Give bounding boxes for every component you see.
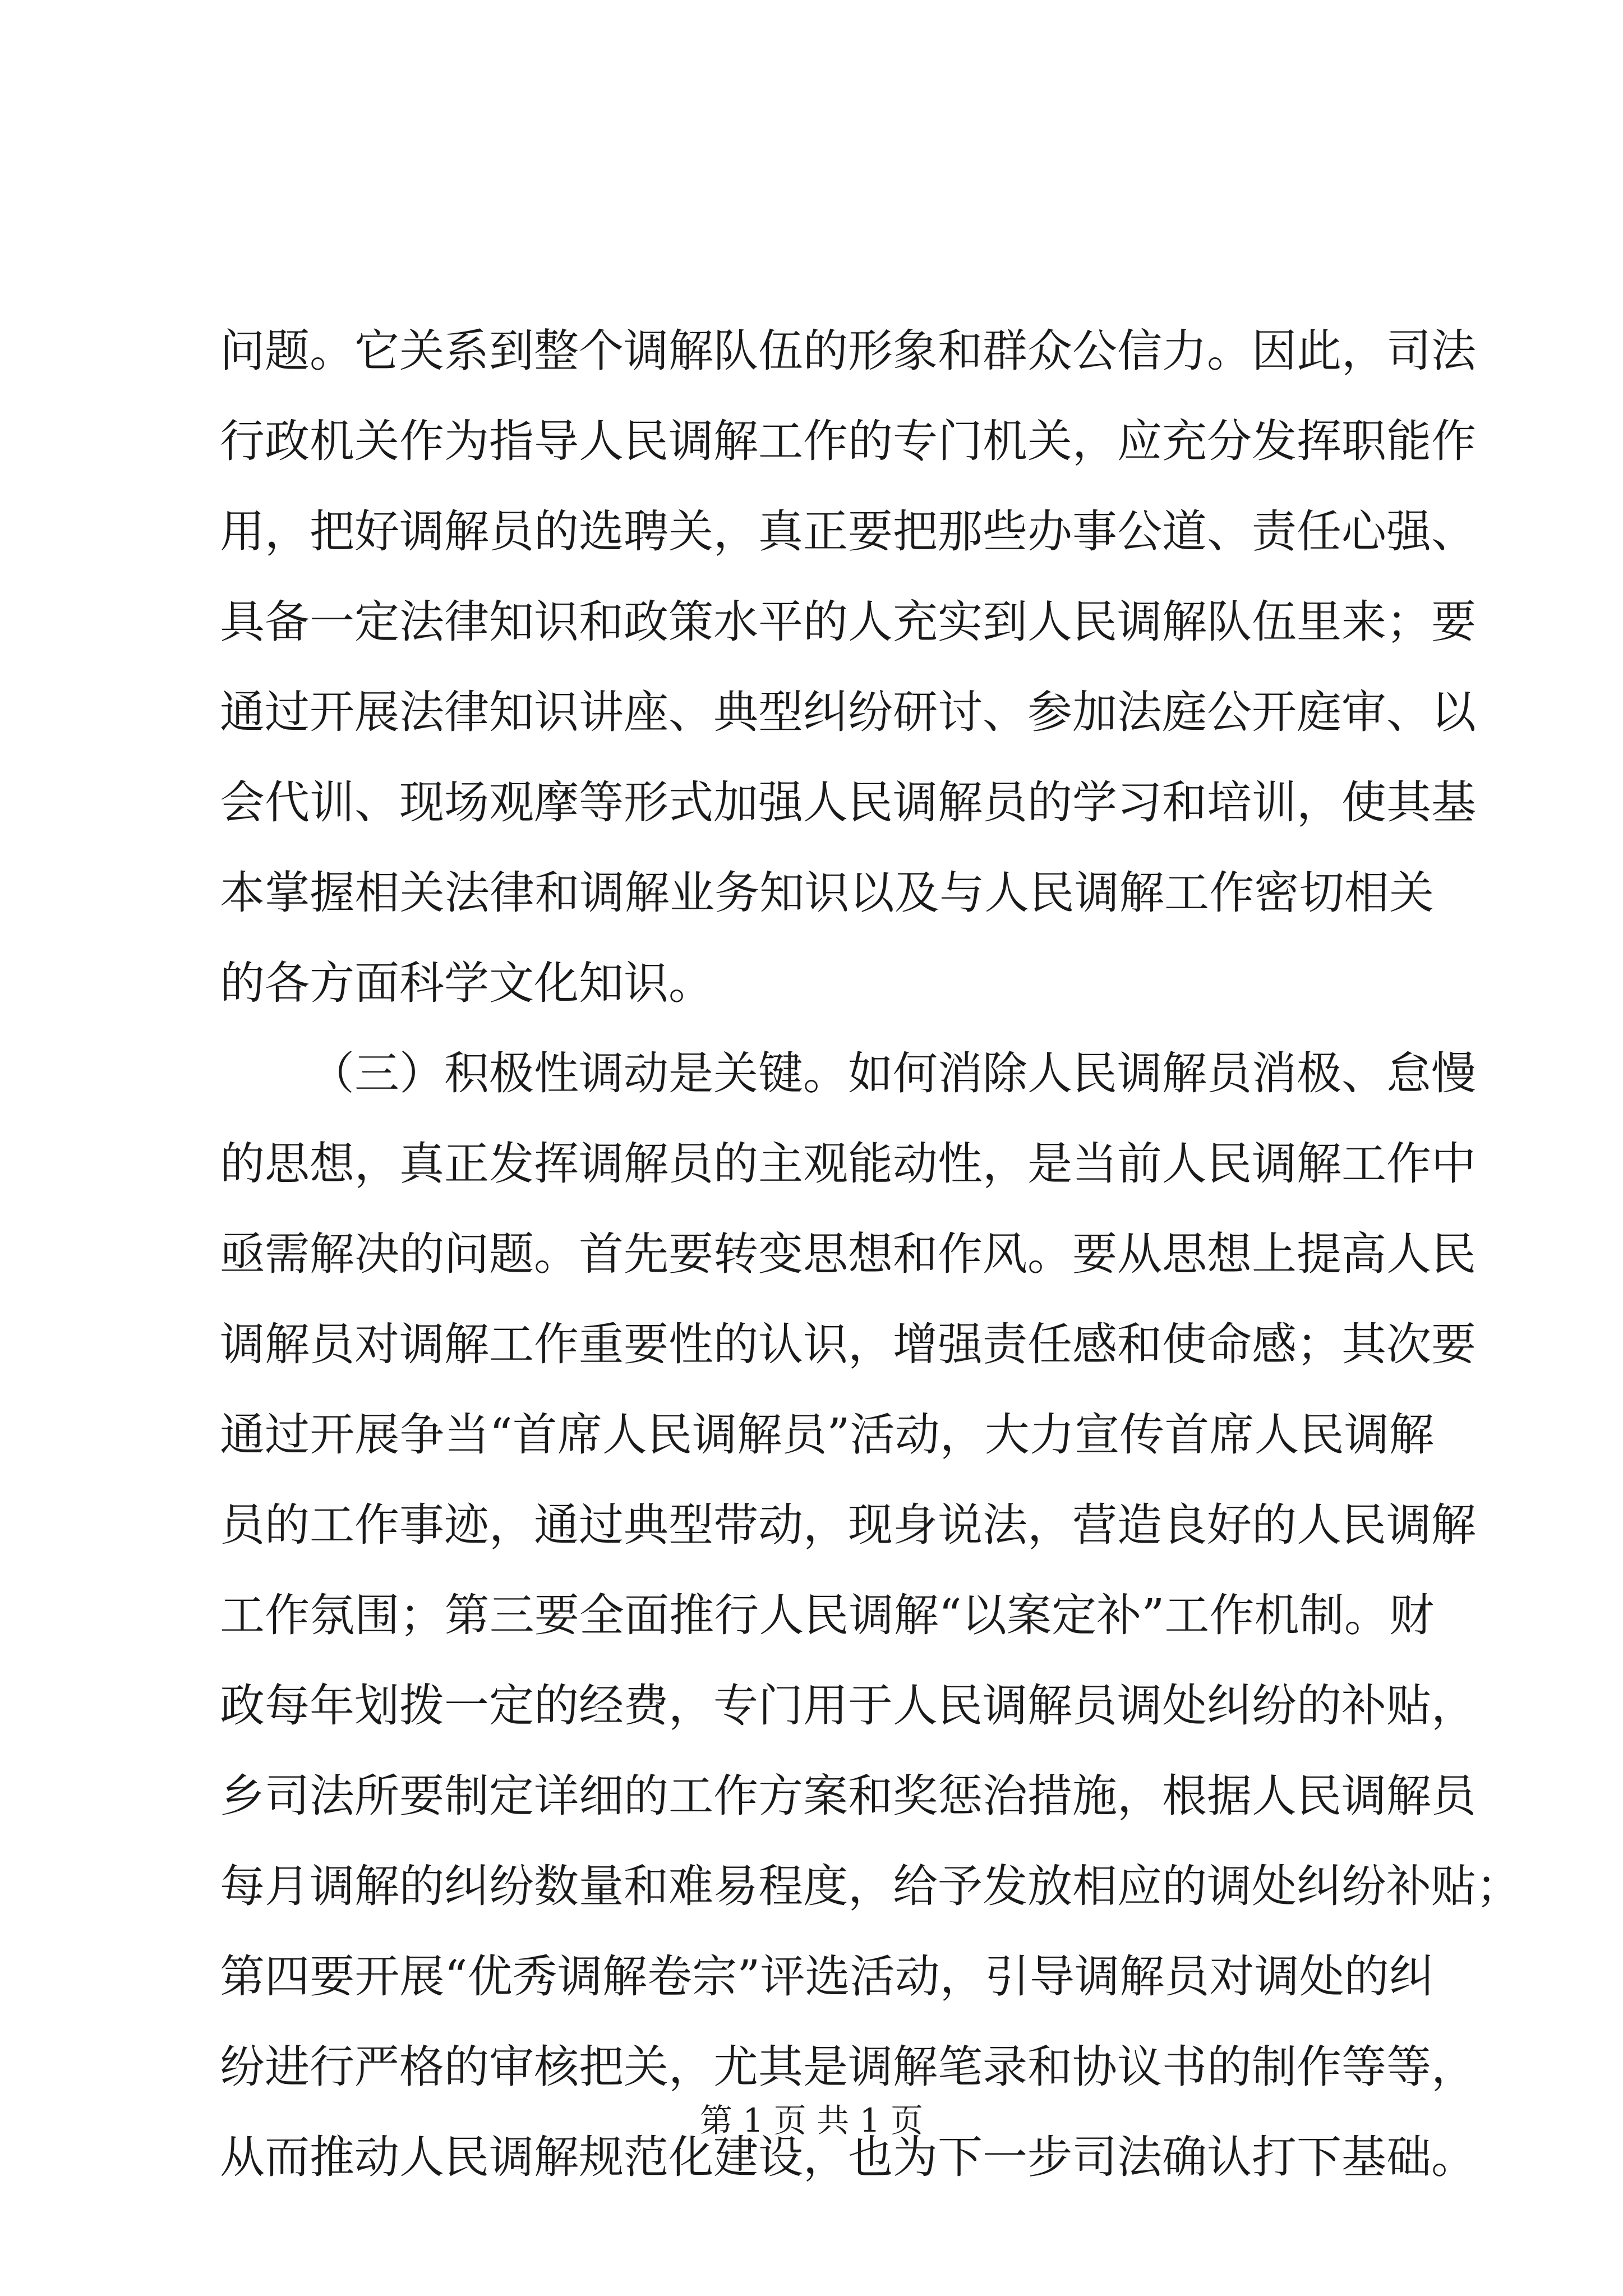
paragraph-1-line: 行政机关作为指导人民调解工作的专门机关，应充分发挥职能作 [220,415,1476,467]
paragraph-1-line: 用，把好调解员的选聘关，真正要把那些办事公道、责任心强、 [220,505,1476,558]
paragraph-1-line: 会代训、现场观摩等形式加强人民调解员的学习和培训，使其基 [220,776,1476,829]
paragraph-2-line: 每月调解的纠纷数量和难易程度，给予发放相应的调处纠纷补贴； [220,1860,1521,1912]
paragraph-2-line: 从而推动人民调解规范化建设，也为下一步司法确认打下基础。 [220,2131,1476,2183]
paragraph-1-line: 本掌握相关法律和调解业务知识以及与人民调解工作密切相关 [220,867,1434,919]
paragraph-2-line: 员的工作事迹，通过典型带动，现身说法，营造良好的人民调解 [220,1499,1476,1551]
page-number-footer: 第 1 页 共 1 页 [700,2101,923,2139]
paragraph-1-line: 问题。它关系到整个调解队伍的形象和群众公信力。因此，司法 [220,325,1476,377]
paragraph-2-line: 亟需解决的问题。首先要转变思想和作风。要从思想上提高人民 [220,1228,1476,1280]
paragraph-2-line: 乡司法所要制定详细的工作方案和奖惩治措施，根据人民调解员 [220,1770,1476,1822]
paragraph-1-line: 通过开展法律知识讲座、典型纠纷研讨、参加法庭公开庭审、以 [220,686,1476,738]
paragraph-2-line: 调解员对调解工作重要性的认识，增强责任感和使命感；其次要 [220,1318,1476,1370]
paragraph-2-line: 通过开展争当“首席人民调解员”活动，大力宣传首席人民调解 [220,1409,1434,1461]
paragraph-1-line: 的各方面科学文化知识。 [220,957,713,1009]
paragraph-2-line: 第四要开展“优秀调解卷宗”评选活动，引导调解员对调处的纠 [220,1950,1434,2003]
paragraph-2-line: （三）积极性调动是关键。如何消除人民调解员消极、怠慢 [310,1047,1476,1099]
paragraph-1-line: 具备一定法律知识和政策水平的人充实到人民调解队伍里来；要 [220,596,1476,648]
paragraph-2-line: 政每年划拨一定的经费，专门用于人民调解员调处纠纷的补贴， [220,1680,1476,1732]
paragraph-2-line: 纷进行严格的审核把关，尤其是调解笔录和协议书的制作等等， [220,2041,1476,2093]
paragraph-2-line: 的思想，真正发挥调解员的主观能动性，是当前人民调解工作中 [220,1138,1476,1190]
body-text [220,306,1521,2202]
paragraph-2-line: 工作氛围；第三要全面推行人民调解“以案定补”工作机制。财 [220,1589,1434,1641]
